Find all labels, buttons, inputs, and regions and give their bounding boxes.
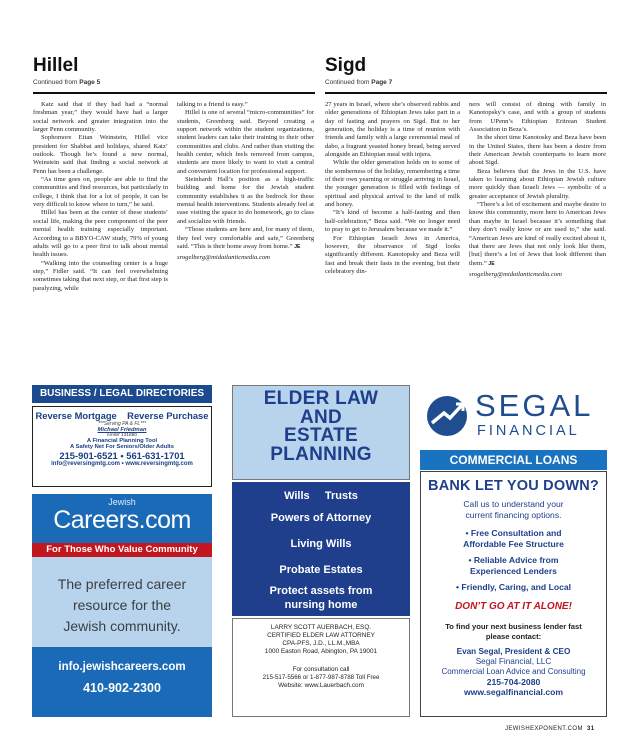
consult-phones[interactable]: 215-517-5566 or 1-877-987-8788 Toll Free [262,674,380,681]
hillel-head-rule [33,92,315,94]
sigd-c2-p1: ners will consist of dining with family in Kanotopsky’s case, and with a group of students from UPenn’s Ethiopian Eritrean Student Association in Beza’s. [469,101,606,134]
careers-slogan-band: For Those Who Value Community [32,543,212,557]
careers-body [32,574,212,637]
segal-bullet-2b: Experienced Lenders [470,566,557,576]
sigd-c2-p3: Beza believes that the Jews in the U.S. have taken to learning about Ethiopian Jewish culture more quickly than Israeli Jews — symbolic of a greater acceptance of Jewish plurality. [469,167,606,200]
elder-law-title-1: ELDER LAW [263,388,379,409]
segal-wordmark: SEGAL [475,388,594,423]
segal-headline: BANK LET YOU DOWN? [428,478,599,494]
careers-brand-main: Careers.com [53,506,191,534]
footer-site[interactable]: JEWISHEXPONENT.COM [505,726,583,732]
service-powers-of-attorney: Powers of Attorney [270,512,372,524]
elder-law-title-3: ESTATE [284,425,358,446]
elder-law-contact[interactable] [232,618,410,717]
sigd-signature[interactable]: srogelberg@midatlanticmedia.com [469,270,562,278]
elder-law-services [232,482,410,616]
segal-bullet-1: • Free Consultation and [465,528,562,538]
segal-intro-2: current financing options. [465,510,562,520]
service-probate: Probate Estates [279,564,363,576]
segal-phone[interactable]: 215-704-2080 [486,677,541,687]
tagline-2: A Safety Net For Seniors/Older Adults [70,444,174,450]
tagline-1: A Financial Planning Tool [86,438,158,444]
reverse-mortgage-title: Reverse Mortgage Reverse Purchase [35,410,209,421]
sigd-continued-label: Continued from [325,79,372,86]
hillel-c1-p2: Sophomore Eitan Weinstein, Hillel vice president for Shabbat and holidays, shared Katz’ outlook. Though he’s found a new normal, Weinstein said that finding a social network at Penn has been a challenge. [33,134,168,175]
hillel-c1-p3: “As time goes on, people are able to find the communities and find resources, but particularly in college, I think that for a lot of people, it can be very difficult to know where to turn,” he said. [33,176,168,209]
contact-links[interactable]: info@reversingmtg.com • www.reversingmtg.com [51,461,193,467]
hillel-signature[interactable]: srogelberg@midatlanticmedia.com [177,254,270,262]
careers-body-line-3: Jewish community. [63,618,181,634]
hillel-c1-p1: Katz said that if they had had a “normal freshman year,” they would have had a larger social network and greater integration into the larger Penn community. [33,101,168,134]
sigd-c2-p2: In the short time Kanotosky and Beza have been in the United States, there has been a desire from their American Jewish counterparts to learn more about Sigd. [469,134,606,167]
segal-find-1: To find your next business lender fast [445,622,582,631]
reverse-mortgage-ad[interactable] [32,406,212,487]
hillel-heading: Hillel [33,55,79,76]
elder-law-title-box [232,385,410,480]
sigd-c1-p1: 27 years in Israel, where she’s observed rabbis and older generations of Ethiopian Jews take part in a day of fasting and prayers on Sigd. But to her generation, the holiday is a time of reunion with friends and family with a large ceremonial meal of dabo, a fragrant yeasted honey bread, being served alongside an Ethiopian meal with injera. [325,101,460,159]
hillel-end-mark: JE [294,243,301,250]
sigd-head-rule [325,92,607,94]
sigd-continued-line [325,79,392,86]
service-wills-trusts: Wills Trusts [284,490,358,502]
segal-subword: FINANCIAL [477,423,580,439]
hillel-c2-p3: Steinhardt Hall’s position as a high-traffic building and home for the Jewish student community establishes it as the bedrock for these mental health interventions. Students already feel at ease visiting the space to do homework, go to class and socialize with friends. [177,176,314,225]
hillel-c2-p2: Hillel is one of several “micro-communities” for students, Greenberg said. Beyond creating a support network within the student organizations, student leaders can take their training to their other communities and clubs. And rather than visiting the health center, which feels removed from campus, students are more likely to want to visit a central and convenient location for professional support. [177,109,314,175]
elder-law-title-2: AND [299,406,343,428]
sigd-c2-p4-text: “There’s a lot of excitement and maybe desire to know this community, more here to American Jews than maybe in Israel because it’s something that they don’t really know or are used to,” she said. “American Jews are kind of really excited about it, that there are Jews that not only look like them, [but] there’s a lot of Jews that look different than them.” [469,201,606,267]
segal-bullet-3: • Friendly, Caring, and Local [455,582,572,592]
page-footer [505,726,595,732]
jewish-careers-ad[interactable] [32,494,212,717]
careers-header [32,494,212,543]
sigd-c2-p4 [469,201,606,268]
segal-bullet-2: • Reliable Advice from [468,555,559,565]
careers-body-line-1: The preferred career [57,576,187,592]
segal-contact-name: Evan Segal, President & CEO [456,647,571,656]
hillel-c1-p4: Hillel has been at the center of these students’ social life, making the peer component of the peer mental health training especially important. According to a BBYO-CAW study, 79% of young adults will go to a peer first to talk about mental health issues. [33,209,168,259]
commercial-loans-band: COMMERCIAL LOANS [420,450,607,470]
elder-law-website[interactable]: Website: www.Lauerbach.com [278,682,364,689]
careers-body-line-2: resource for the [72,597,172,613]
segal-find-2: please contact: [485,631,542,641]
hillel-c2-p4 [177,226,314,251]
careers-contact-footer [32,647,212,717]
hillel-c1-p5: “Walking into the counseling center is a huge step,” Fidler said. “It can feel overwhelming sometimes taking that next step, or that first step is paralyzing, while [33,259,168,292]
hillel-continued-page[interactable]: Page 5 [79,79,101,86]
sigd-continued-page[interactable]: Page 7 [371,79,393,86]
hillel-column-1 [33,101,168,293]
hillel-column-2 [177,101,314,263]
hillel-c2-p4-text: “Those students are here and, for many of them, they feel very comfortable and safe,” Greenberg said. “This is their home away from home.” [177,226,314,250]
hillel-c2-p1: talking to a friend is easy.” [177,101,248,108]
phone-numbers[interactable]: 215-901-6521 • 561-631-1701 [59,450,185,461]
attorney-degrees: CPA-PFS, J.D., LL.M.,MBA [282,640,360,647]
attorney-address: 1000 Easton Road, Abington, PA 19001 [264,648,378,655]
segal-logo-icon [426,395,468,437]
service-living-wills: Living Wills [290,538,352,550]
segal-logo-area [420,385,607,446]
sigd-c1-p4: For Ethiopian Israeli Jews in America, however, the observance of Sigd looks significantly different. Kanotopsky and Beza will fast and break their fasts in the evening, but their celebratory din- [325,234,460,275]
sigd-c1-p2: While the older generation holds on to some of the somberness of the holiday, remembering a time of their own yearning or struggle arriving in Israel, the younger generation is filled with feelings of spiritual and physical arrival to the land of milk and honey. [325,159,460,209]
service-area: ***Serving PA & FL*** [97,421,147,427]
segal-website[interactable]: www.segalfinancial.com [463,687,564,697]
service-protect-assets-1: Protect assets from [269,585,373,597]
attorney-cert: CERTIFIED ELDER LAW ATTORNEY [267,632,375,639]
sigd-column-1 [325,101,460,276]
segal-body[interactable] [420,471,607,717]
nmls-number: nmls# 131880 [106,433,138,438]
careers-phone[interactable]: 410-902-2300 [83,681,161,695]
attorney-name: LARRY SCOTT AUERBACH, ESQ. [270,624,372,631]
agent-name: Michael Friedman [97,427,147,433]
careers-brand-small: Jewish [108,497,136,507]
consult-label: For consultation call [292,666,350,673]
segal-slogan: DON’T GO AT IT ALONE! [455,601,572,612]
hillel-continued-line [33,79,100,86]
segal-contact-company: Segal Financial, LLC [475,657,552,666]
footer-page-number: 31 [587,726,595,732]
sigd-heading: Sigd [325,55,367,76]
directory-header: BUSINESS / LEGAL DIRECTORIES [32,385,212,403]
sigd-c1-p3: “It’s kind of become a half-fasting and then half-celebration,” Beza said. “We no longer need to pray to get to Jerusalem because we made it.” [325,209,460,234]
elder-law-title-4: PLANNING [270,443,372,465]
segal-bullet-1b: Affordable Fee Structure [463,539,564,549]
sigd-column-2 [469,101,606,279]
service-protect-assets-2: nursing home [284,599,358,611]
sigd-end-mark: JE [488,260,495,267]
segal-intro-1: Call us to understand your [463,499,564,509]
segal-contact-desc: Commercial Loan Advice and Consulting [441,667,586,676]
careers-email[interactable]: info.jewishcareers.com [58,661,186,673]
hillel-continued-label: Continued from [33,79,80,86]
